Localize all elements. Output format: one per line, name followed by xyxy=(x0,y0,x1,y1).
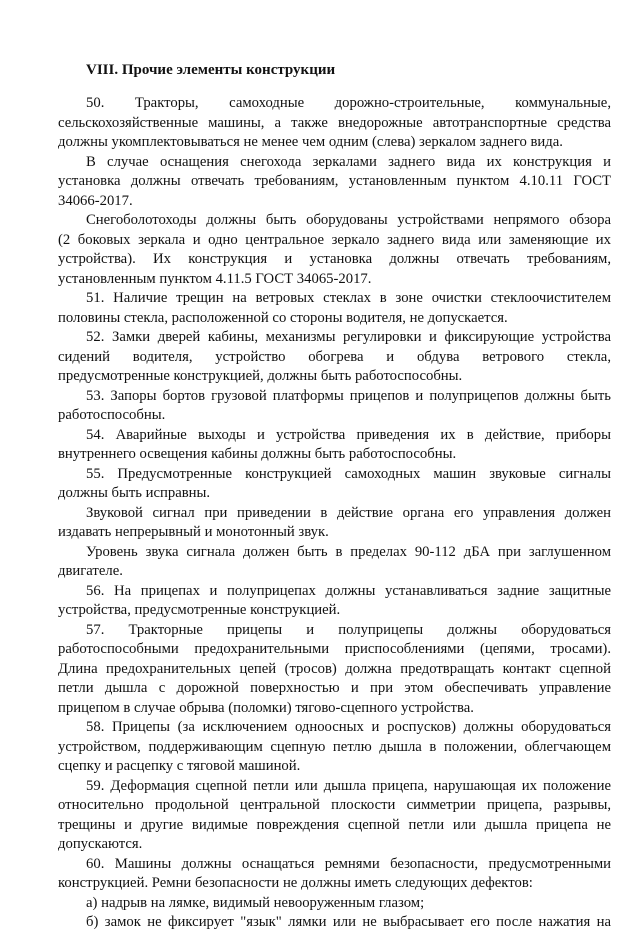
text-line: Длина предохранительных цепей (тросов) должна предотвращать контакт сцепной xyxy=(58,660,611,677)
text-line: конструкцией. Ремни безопасности не должны иметь следующих дефектов: xyxy=(58,875,533,891)
text-line: сцепку и расцепку с тяговой машиной. xyxy=(58,758,301,774)
text-line: 60. Машины должны оснащаться ремнями безопасности, предусмотренными xyxy=(86,855,611,872)
text-line: 58. Прицепы (за исключением одноосных и роспусков) должны оборудоваться xyxy=(86,719,611,735)
text-line: допускаются. xyxy=(58,836,143,852)
text-line: трещины и другие видимые повреждения сцепной петли или дышла прицепа не xyxy=(58,816,611,833)
text-line: устройства, предусмотренные конструкцией. xyxy=(58,602,341,618)
text-line: (2 боковых зеркала и одно центральное зеркало заднего вида или заменяющие их xyxy=(58,231,611,248)
text-line: 52. Замки дверей кабины, механизмы регулировки и фиксирующие устройства xyxy=(86,329,611,345)
text-line: 55. Предусмотренные конструкцией самоходных машин звуковые сигналы xyxy=(86,465,611,482)
section-heading: VIII. Прочие элементы конструкции xyxy=(86,62,336,78)
text-line: установка должны отвечать требованиям, установленным пунктом 4.10.11 ГОСТ xyxy=(58,173,611,189)
text-line: 54. Аварийные выходы и устройства приведения их в действие, приборы xyxy=(86,426,611,443)
text-line: должны быть исправны. xyxy=(58,485,211,501)
text-line: внутреннего освещения кабины должны быть работоспособны. xyxy=(58,446,457,462)
document-body xyxy=(58,94,611,933)
text-line: В случае оснащения снегохода зеркалами заднего вида их конструкция и xyxy=(86,153,611,170)
text-line: устройства). Их конструкция и установка должны отвечать требованиям, xyxy=(58,251,611,267)
text-line: установленным пунктом 4.11.5 ГОСТ 34065-2017. xyxy=(58,270,372,287)
text-line: Звуковой сигнал при приведении в действие органа его управления должен xyxy=(86,504,611,521)
text-line: работоспособными предохранительными приспособлениями (цепями, тросами). xyxy=(58,641,611,657)
text-line: 56. На прицепах и полуприцепах должны устанавливаться задние защитные xyxy=(86,582,611,599)
text-line: относительно продольной центральной плоскости симметрии прицепа, разрывы, xyxy=(58,797,611,813)
text-line: устройством, поддерживающим сцепную петлю дышла в положении, облегчающем xyxy=(58,738,611,755)
text-line: половины стекла, расположенной со стороны водителя, не допускается. xyxy=(58,309,508,326)
text-line: петли дышла с дорожной поверхностью и при этом обеспечивать управление xyxy=(58,680,611,696)
text-line: 51. Наличие трещин на ветровых стеклах в зоне очистки стеклоочистителем xyxy=(86,290,611,306)
text-line: предусмотренные конструкцией, должны быть работоспособны. xyxy=(58,368,463,384)
text-line: 59. Деформация сцепной петли или дышла прицепа, нарушающая их положение xyxy=(86,777,611,794)
text-line: 53. Запоры бортов грузовой платформы прицепов и полуприцепов должны быть xyxy=(86,387,611,404)
text-line: 34066-2017. xyxy=(58,192,133,209)
text-line: двигателе. xyxy=(58,563,123,579)
text-line: должны укомплектовываться не менее чем одним (слева) зеркалом заднего вида. xyxy=(58,134,563,150)
text-line: Снегоболотоходы должны быть оборудованы устройствами непрямого обзора xyxy=(86,212,611,228)
text-line: Уровень звука сигнала должен быть в пределах 90-112 дБА при заглушенном xyxy=(86,543,611,560)
text-line: 50. Тракторы, самоходные дорожно-строительные, коммунальные, xyxy=(86,95,611,111)
text-line: работоспособны. xyxy=(58,407,166,423)
text-line: прицепом в случае обрыва (поломки) тягово-сцепного устройства. xyxy=(58,699,474,716)
text-line: б) замок не фиксирует "язык" лямки или не выбрасывает его после нажатия на xyxy=(86,914,611,930)
text-line: сельскохозяйственные машины, а также внедорожные автотранспортные средства xyxy=(58,114,611,131)
text-line: 57. Тракторные прицепы и полуприцепы должны оборудоваться xyxy=(86,621,611,638)
text-line: сидений водителя, устройство обогрева и обдува ветрового стекла, xyxy=(58,348,611,365)
text-line: а) надрыв на лямке, видимый невооруженным глазом; xyxy=(86,894,425,911)
text-line: издавать непрерывный и монотонный звук. xyxy=(58,524,329,540)
